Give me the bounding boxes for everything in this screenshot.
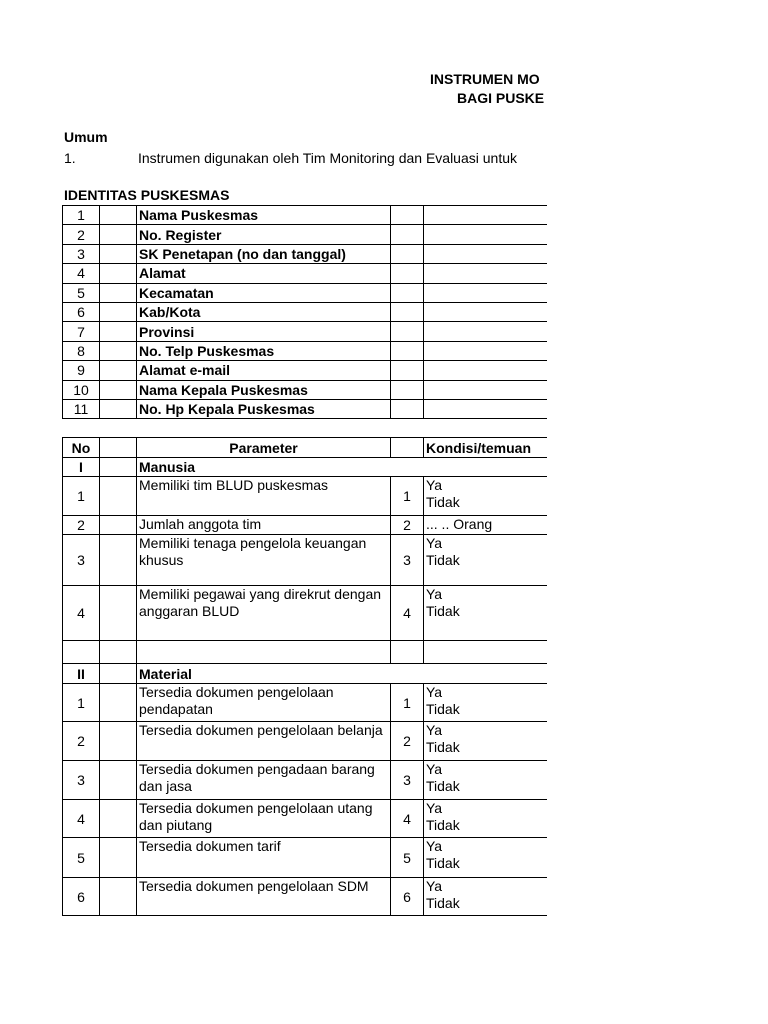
parameter-text: Tersedia dokumen tarif: [137, 838, 391, 878]
parameter-index: 4: [391, 586, 424, 641]
blank-cell: [100, 516, 137, 535]
parameter-text: Memiliki tenaga pengelola keuangan khusus: [137, 535, 391, 586]
option-tidak: Tidak: [426, 552, 460, 568]
header-kondisi: Kondisi/temuan: [424, 438, 548, 458]
parameter-row: [63, 477, 548, 516]
identitas-row: [63, 380, 548, 399]
identitas-label: Alamat e-mail: [137, 361, 391, 380]
parameter-index: 1: [391, 684, 424, 722]
identitas-heading: IDENTITAS PUSKESMAS: [64, 187, 230, 203]
doc-title-line1: INSTRUMEN MO: [430, 71, 540, 87]
section-title: Manusia: [137, 458, 548, 477]
value-cell[interactable]: [424, 264, 548, 283]
option-tidak: Tidak: [426, 494, 460, 510]
row-number: 1: [63, 477, 100, 516]
parameter-text: Tersedia dokumen pengelolaan belanja: [137, 722, 391, 761]
doc-title-line2: BAGI PUSKE: [457, 90, 545, 106]
parameter-text: Tersedia dokumen pengelolaan SDM: [137, 878, 391, 916]
option-tidak: Tidak: [426, 701, 460, 717]
value-cell[interactable]: [424, 399, 548, 418]
header-blank: [391, 438, 424, 458]
option-tidak: Tidak: [426, 739, 460, 755]
blank-cell: [391, 322, 424, 341]
parameter-index: 5: [391, 838, 424, 878]
blank-cell: [100, 322, 137, 341]
value-cell[interactable]: [424, 283, 548, 302]
blank-cell: [100, 206, 137, 225]
identitas-label: No. Telp Puskesmas: [137, 341, 391, 360]
option-ya: Ya: [426, 477, 443, 493]
identitas-table: [62, 205, 547, 419]
parameter-index: 2: [391, 516, 424, 535]
parameter-index: 6: [391, 878, 424, 916]
parameter-row: [63, 684, 548, 722]
parameter-index: 4: [391, 800, 424, 838]
value-cell[interactable]: [424, 361, 548, 380]
option-tidak: Tidak: [426, 855, 460, 871]
identitas-label: Nama Puskesmas: [137, 206, 391, 225]
identitas-label: Kab/Kota: [137, 302, 391, 321]
identitas-row: [63, 361, 548, 380]
row-number: 3: [63, 535, 100, 586]
header-no: No: [63, 438, 100, 458]
blank-cell: [100, 477, 137, 516]
parameter-index: 3: [391, 535, 424, 586]
blank-cell: [100, 302, 137, 321]
blank-cell: [100, 838, 137, 878]
parameter-header-row: [63, 438, 548, 458]
blank-cell: [100, 361, 137, 380]
kondisi-cell[interactable]: [424, 477, 548, 516]
blank-cell: [100, 341, 137, 360]
row-number: 1: [63, 206, 100, 225]
blank-cell: [391, 283, 424, 302]
umum-item-number: 1.: [64, 150, 76, 166]
parameter-row: [63, 800, 548, 838]
row-number: 4: [63, 586, 100, 641]
header-parameter: Parameter: [137, 438, 391, 458]
option-ya: Ya: [426, 800, 443, 816]
value-cell[interactable]: [424, 244, 548, 263]
parameter-row: [63, 838, 548, 878]
spacer-row: [63, 641, 548, 664]
row-number: 2: [63, 722, 100, 761]
row-number: 4: [63, 800, 100, 838]
kondisi-cell[interactable]: [424, 878, 548, 916]
blank-cell: [391, 302, 424, 321]
identitas-row: [63, 206, 548, 225]
parameter-index: 1: [391, 477, 424, 516]
identitas-label: SK Penetapan (no dan tanggal): [137, 244, 391, 263]
identitas-row: [63, 283, 548, 302]
blank-cell: [391, 341, 424, 360]
parameter-table: [62, 437, 547, 916]
blank-cell: [100, 458, 137, 477]
blank-cell: [100, 664, 137, 684]
kondisi-cell[interactable]: [424, 761, 548, 800]
blank-cell: [100, 684, 137, 722]
row-number: 11: [63, 399, 100, 418]
parameter-text: Memiliki pegawai yang direkrut dengan anggaran BLUD: [137, 586, 391, 641]
blank-cell: [100, 878, 137, 916]
parameter-row: [63, 586, 548, 641]
row-number: 2: [63, 516, 100, 535]
parameter-text: Tersedia dokumen pengadaan barang dan jasa: [137, 761, 391, 800]
option-ya: Ya: [426, 878, 443, 894]
identitas-label: No. Hp Kepala Puskesmas: [137, 399, 391, 418]
row-number: 7: [63, 322, 100, 341]
identitas-row: [63, 302, 548, 321]
row-number: 6: [63, 878, 100, 916]
section-umum-label: Umum: [64, 129, 108, 145]
section-row: [63, 458, 548, 477]
blank-cell: [100, 283, 137, 302]
value-cell[interactable]: [424, 380, 548, 399]
option-tidak: Tidak: [426, 778, 460, 794]
identitas-label: Alamat: [137, 264, 391, 283]
row-number: 2: [63, 225, 100, 244]
blank-cell: [100, 380, 137, 399]
value-cell[interactable]: [424, 322, 548, 341]
option-ya: Ya: [426, 761, 443, 777]
identitas-label: Provinsi: [137, 322, 391, 341]
blank-cell: [100, 761, 137, 800]
row-number: 5: [63, 838, 100, 878]
parameter-index: 3: [391, 761, 424, 800]
blank-cell: [100, 535, 137, 586]
identitas-row: [63, 341, 548, 360]
kondisi-cell[interactable]: [424, 586, 548, 641]
section-title: Material: [137, 664, 548, 684]
identitas-label: Kecamatan: [137, 283, 391, 302]
identitas-row: [63, 244, 548, 263]
blank-cell: [391, 399, 424, 418]
row-number: 6: [63, 302, 100, 321]
kondisi-cell[interactable]: [424, 684, 548, 722]
parameter-row: [63, 722, 548, 761]
parameter-index: 2: [391, 722, 424, 761]
identitas-row: [63, 399, 548, 418]
option-ya: Ya: [426, 722, 443, 738]
value-cell[interactable]: [424, 225, 548, 244]
blank-cell: [391, 380, 424, 399]
blank-cell: [100, 264, 137, 283]
row-number: 5: [63, 283, 100, 302]
blank-cell: [391, 244, 424, 263]
option-ya: Ya: [426, 838, 443, 854]
blank-cell: [391, 225, 424, 244]
parameter-row: [63, 761, 548, 800]
identitas-row: [63, 225, 548, 244]
parameter-text: Jumlah anggota tim: [137, 516, 391, 535]
option-ya: Ya: [426, 535, 443, 551]
parameter-row: [63, 535, 548, 586]
section-number: I: [63, 458, 100, 477]
row-number: 3: [63, 761, 100, 800]
kondisi-cell[interactable]: [424, 800, 548, 838]
header-blank: [100, 438, 137, 458]
option-ya: Ya: [426, 684, 443, 700]
kondisi-cell[interactable]: [424, 722, 548, 761]
kondisi-cell[interactable]: [424, 838, 548, 878]
identitas-row: [63, 322, 548, 341]
row-number: 10: [63, 380, 100, 399]
row-number: 1: [63, 684, 100, 722]
value-cell[interactable]: [424, 302, 548, 321]
blank-cell: [391, 264, 424, 283]
blank-cell: [100, 586, 137, 641]
option-ya: ... .. Orang: [426, 516, 493, 532]
umum-item-text: Instrumen digunakan oleh Tim Monitoring dan Evaluasi untuk: [138, 150, 517, 166]
blank-cell: [391, 206, 424, 225]
parameter-text: Memiliki tim BLUD puskesmas: [137, 477, 391, 516]
parameter-row: [63, 516, 548, 535]
kondisi-cell[interactable]: [424, 535, 548, 586]
value-cell[interactable]: [424, 341, 548, 360]
value-cell[interactable]: [424, 206, 548, 225]
parameter-text: Tersedia dokumen pengelolaan pendapatan: [137, 684, 391, 722]
blank-cell: [100, 399, 137, 418]
identitas-label: Nama Kepala Puskesmas: [137, 380, 391, 399]
kondisi-cell[interactable]: [424, 516, 548, 535]
option-tidak: Tidak: [426, 817, 460, 833]
row-number: 4: [63, 264, 100, 283]
parameter-text: Tersedia dokumen pengelolaan utang dan piutang: [137, 800, 391, 838]
identitas-label: No. Register: [137, 225, 391, 244]
blank-cell: [391, 361, 424, 380]
section-row: [63, 664, 548, 684]
row-number: 8: [63, 341, 100, 360]
option-tidak: Tidak: [426, 603, 460, 619]
blank-cell: [100, 722, 137, 761]
blank-cell: [100, 800, 137, 838]
identitas-row: [63, 264, 548, 283]
row-number: 3: [63, 244, 100, 263]
blank-cell: [100, 225, 137, 244]
row-number: 9: [63, 361, 100, 380]
blank-cell: [100, 244, 137, 263]
option-tidak: Tidak: [426, 895, 460, 911]
parameter-row: [63, 878, 548, 916]
option-ya: Ya: [426, 586, 443, 602]
section-number: II: [63, 664, 100, 684]
